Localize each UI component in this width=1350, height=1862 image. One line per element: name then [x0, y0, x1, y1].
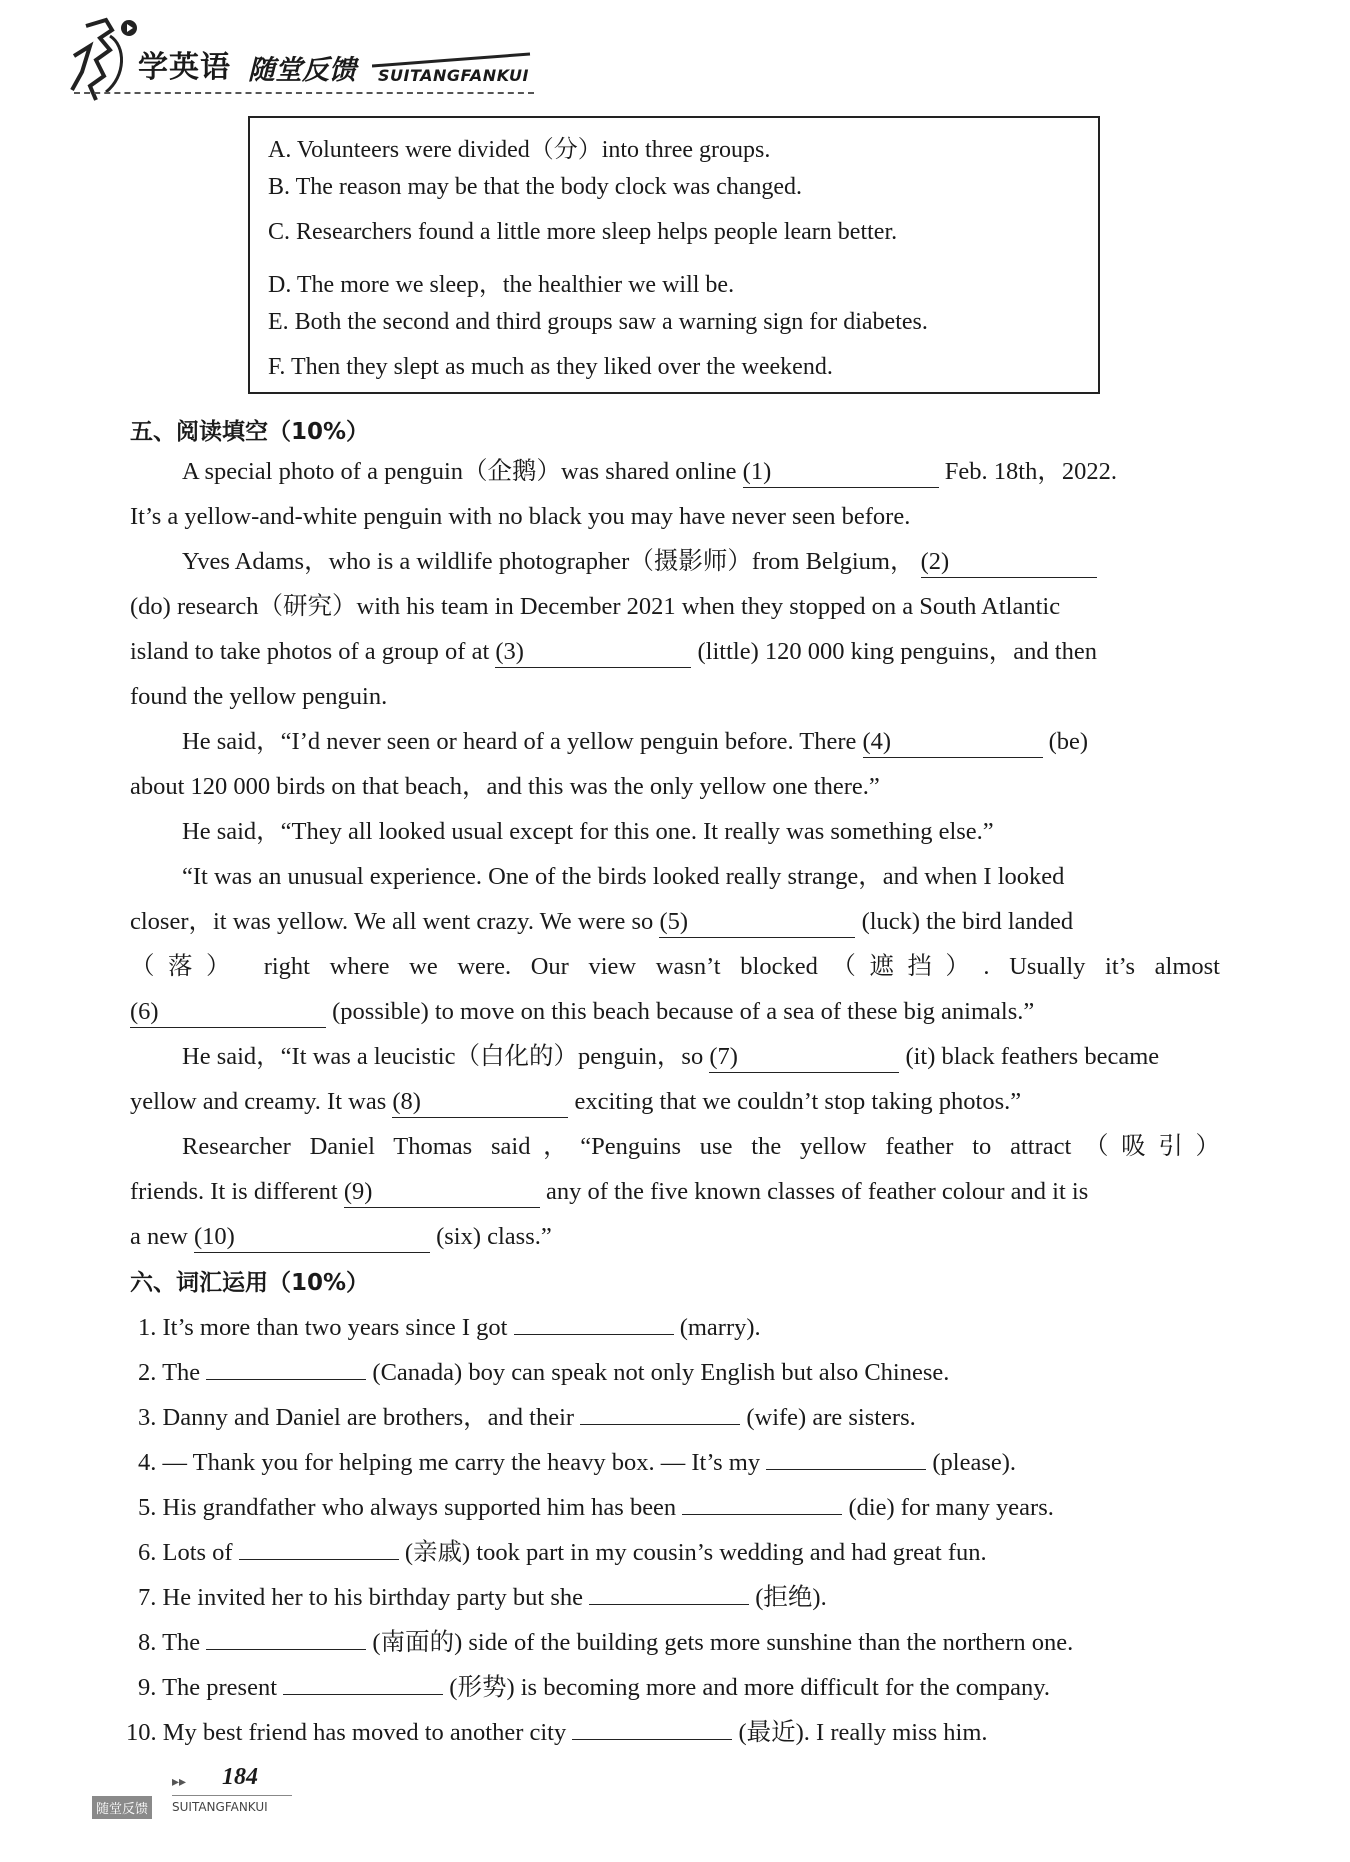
header-divider — [74, 92, 534, 94]
vocab-item — [138, 1574, 827, 1610]
blank-label: (6) — [130, 998, 159, 1025]
vocab-blank-8[interactable] — [206, 1619, 366, 1650]
footer-tag-en: SUITANGFANKUI — [172, 1800, 268, 1814]
passage-text: (be) — [1048, 728, 1089, 755]
option-d: D. The more we sleep，the healthier we will be. — [268, 272, 735, 298]
header-logo-icon — [66, 16, 138, 102]
option-b: B. The reason may be that the body clock was changed. — [268, 174, 803, 200]
passage-text: about 120 000 birds on that beach，and this was the only yellow one there.” — [130, 773, 880, 800]
item-text: (wife) are sisters. — [746, 1404, 916, 1431]
vocab-blank-3[interactable] — [580, 1394, 740, 1425]
vocab-blank-1[interactable] — [514, 1304, 674, 1335]
item-text: (Canada) boy can speak not only English but also Chinese. — [372, 1359, 950, 1386]
passage-line — [130, 589, 1060, 625]
passage-line — [130, 679, 387, 715]
passage-text: He said，“It was a leucistic（白化的）penguin，so — [182, 1043, 704, 1070]
passage-text: (possible) to move on this beach because of a sea of these big animals.” — [332, 998, 1035, 1025]
item-text: Lots of — [162, 1539, 233, 1566]
item-text: His grandfather who always supported him has been — [162, 1494, 677, 1521]
passage-text: yellow and creamy. It was — [130, 1088, 387, 1115]
item-number: 9. — [138, 1674, 157, 1701]
page-number: 184 — [222, 1764, 258, 1790]
passage-text: A special photo of a penguin（企鹅）was shared online — [182, 458, 737, 485]
blank-label: (5) — [659, 908, 689, 935]
blank-label: (3) — [495, 638, 524, 665]
blank-6[interactable] — [130, 997, 326, 1028]
blank-label: (9) — [343, 1178, 373, 1205]
vocab-item — [138, 1529, 987, 1565]
passage-line — [182, 859, 1064, 895]
passage-text: It’s a yellow-and-white penguin with no black you may have never seen before. — [130, 503, 911, 530]
passage-text: closer，it was yellow. We all went crazy. We were so — [130, 908, 654, 935]
vocab-blank-4[interactable] — [766, 1439, 926, 1470]
item-text: (die) for many years. — [848, 1494, 1054, 1521]
item-number: 7. — [138, 1584, 157, 1611]
passage-text: (it) black feathers became — [905, 1043, 1160, 1070]
vocab-blank-9[interactable] — [283, 1664, 443, 1695]
item-text: (please). — [932, 1449, 1017, 1476]
passage-text: He said，“I’d never seen or heard of a yellow penguin before. There — [182, 728, 857, 755]
blank-3[interactable] — [495, 637, 691, 668]
passage-line — [182, 1129, 1220, 1165]
item-number: 1. — [138, 1314, 157, 1341]
blank-4[interactable] — [863, 727, 1043, 758]
item-number: 3. — [138, 1404, 157, 1431]
blank-label: (4) — [862, 728, 892, 755]
item-text: (marry). — [679, 1314, 761, 1341]
passage-text: exciting that we couldn’t stop taking photos.” — [574, 1088, 1022, 1115]
passage-text: He said，“They all looked usual except for this one. It really was something else.” — [182, 818, 994, 845]
passage-line — [182, 544, 1222, 580]
option-a: A. Volunteers were divided（分）into three groups. — [268, 137, 771, 163]
double-arrow-icon: ▸▸ — [172, 1775, 187, 1790]
passage-line — [130, 634, 1097, 670]
passage-text: friends. It is different — [130, 1178, 338, 1205]
passage-text: (little) 120 000 king penguins，and then — [697, 638, 1097, 665]
passage-text: any of the five known classes of feather colour and it is — [546, 1178, 1089, 1205]
vocab-item — [138, 1349, 949, 1385]
item-text: (拒绝). — [755, 1584, 827, 1611]
passage-text: island to take photos of a group of at — [130, 638, 490, 665]
passage-text: Yves Adams，who is a wildlife photographer（摄影师）from Belgium， — [182, 548, 915, 575]
vocab-blank-10[interactable] — [572, 1709, 732, 1740]
passage-text: a new — [130, 1223, 188, 1250]
item-text: (形势) is becoming more and more difficult for the company. — [449, 1674, 1051, 1701]
blank-label: (7) — [709, 1043, 738, 1070]
header-subtitle: 随堂反馈 — [248, 55, 356, 86]
item-number: 5. — [138, 1494, 157, 1521]
item-text: (最近). I really miss him. — [738, 1719, 988, 1746]
blank-label: (1) — [742, 458, 772, 485]
item-text: The — [162, 1629, 201, 1656]
passage-line — [130, 769, 880, 805]
passage-line — [130, 949, 1220, 985]
vocab-blank-6[interactable] — [239, 1529, 399, 1560]
item-number: 2. — [138, 1359, 157, 1386]
vocab-item — [138, 1664, 1050, 1700]
option-c: C. Researchers found a little more sleep helps people learn better. — [268, 219, 898, 245]
blank-label: (2) — [920, 548, 950, 575]
item-number: 10. — [126, 1719, 157, 1746]
item-text: He invited her to his birthday party but she — [162, 1584, 583, 1611]
passage-line — [182, 454, 1222, 490]
item-number: 6. — [138, 1539, 157, 1566]
passage-text: （落） right where we were. Our view wasn’t blocked（遮挡）. Usually it’s almost — [130, 953, 1220, 980]
passage-text: “It was an unusual experience. One of the birds looked really strange，and when I looked — [182, 863, 1065, 890]
item-number: 4. — [138, 1449, 157, 1476]
blank-9[interactable] — [344, 1177, 540, 1208]
passage-line — [182, 1039, 1159, 1075]
footer-tag: 随堂反馈 — [92, 1796, 152, 1819]
vocab-item — [138, 1439, 1016, 1475]
blank-label: (10) — [193, 1223, 235, 1250]
item-text: Danny and Daniel are brothers，and their — [162, 1404, 575, 1431]
footer-rule — [172, 1795, 292, 1796]
option-f: F. Then they slept as much as they liked over the weekend. — [268, 354, 833, 380]
item-text: (亲戚) took part in my cousin’s wedding and had great fun. — [404, 1539, 987, 1566]
header-swoosh — [372, 52, 532, 70]
vocab-item — [138, 1304, 761, 1340]
passage-text: Feb. 18th，2022. — [944, 458, 1117, 485]
blank-1[interactable] — [743, 457, 939, 488]
passage-line — [130, 904, 1073, 940]
passage-line — [182, 814, 994, 850]
passage-text: (do) research（研究）with his team in December 2021 when they stopped on a South Atlantic — [130, 593, 1061, 620]
vocab-item — [138, 1619, 1073, 1655]
vocab-item — [138, 1484, 1054, 1520]
passage-line — [130, 1084, 1021, 1120]
item-text: — Thank you for helping me carry the heavy box. — It’s my — [162, 1449, 761, 1476]
vocab-item — [138, 1394, 916, 1430]
passage-text: Researcher Daniel Thomas said，“Penguins use the yellow feather to attract（吸引） — [182, 1133, 1220, 1160]
passage-text: found the yellow penguin. — [130, 683, 388, 710]
item-text: The — [162, 1359, 201, 1386]
passage-line — [130, 1219, 552, 1255]
passage-line — [182, 724, 1088, 760]
passage-line — [130, 994, 1034, 1030]
passage-line — [130, 499, 910, 535]
passage-line — [130, 1174, 1088, 1210]
blank-2[interactable] — [921, 547, 1097, 578]
passage-text: (six) class.” — [436, 1223, 552, 1250]
blank-7[interactable] — [709, 1042, 899, 1073]
blank-5[interactable] — [659, 907, 855, 938]
passage-text: (luck) the bird landed — [861, 908, 1074, 935]
option-e: E. Both the second and third groups saw a warning sign for diabetes. — [268, 309, 928, 335]
blank-8[interactable] — [392, 1087, 568, 1118]
item-text: The present — [162, 1674, 278, 1701]
item-text: My best friend has moved to another city — [162, 1719, 567, 1746]
vocab-blank-2[interactable] — [206, 1349, 366, 1380]
vocab-blank-7[interactable] — [589, 1574, 749, 1605]
header-subtitle-en: SUITANGFANKUI — [378, 66, 529, 85]
item-number: 8. — [138, 1629, 157, 1656]
section5-heading: 五、阅读填空（10%） — [130, 419, 370, 445]
vocab-item — [126, 1709, 988, 1745]
blank-label: (8) — [392, 1088, 421, 1115]
section6-heading: 六、词汇运用（10%） — [130, 1270, 370, 1296]
item-text: (南面的) side of the building gets more sunshine than the northern one. — [372, 1629, 1074, 1656]
item-text: It’s more than two years since I got — [162, 1314, 508, 1341]
blank-10[interactable] — [194, 1222, 430, 1253]
header-title: 学英语 — [138, 50, 231, 85]
vocab-blank-5[interactable] — [682, 1484, 842, 1515]
